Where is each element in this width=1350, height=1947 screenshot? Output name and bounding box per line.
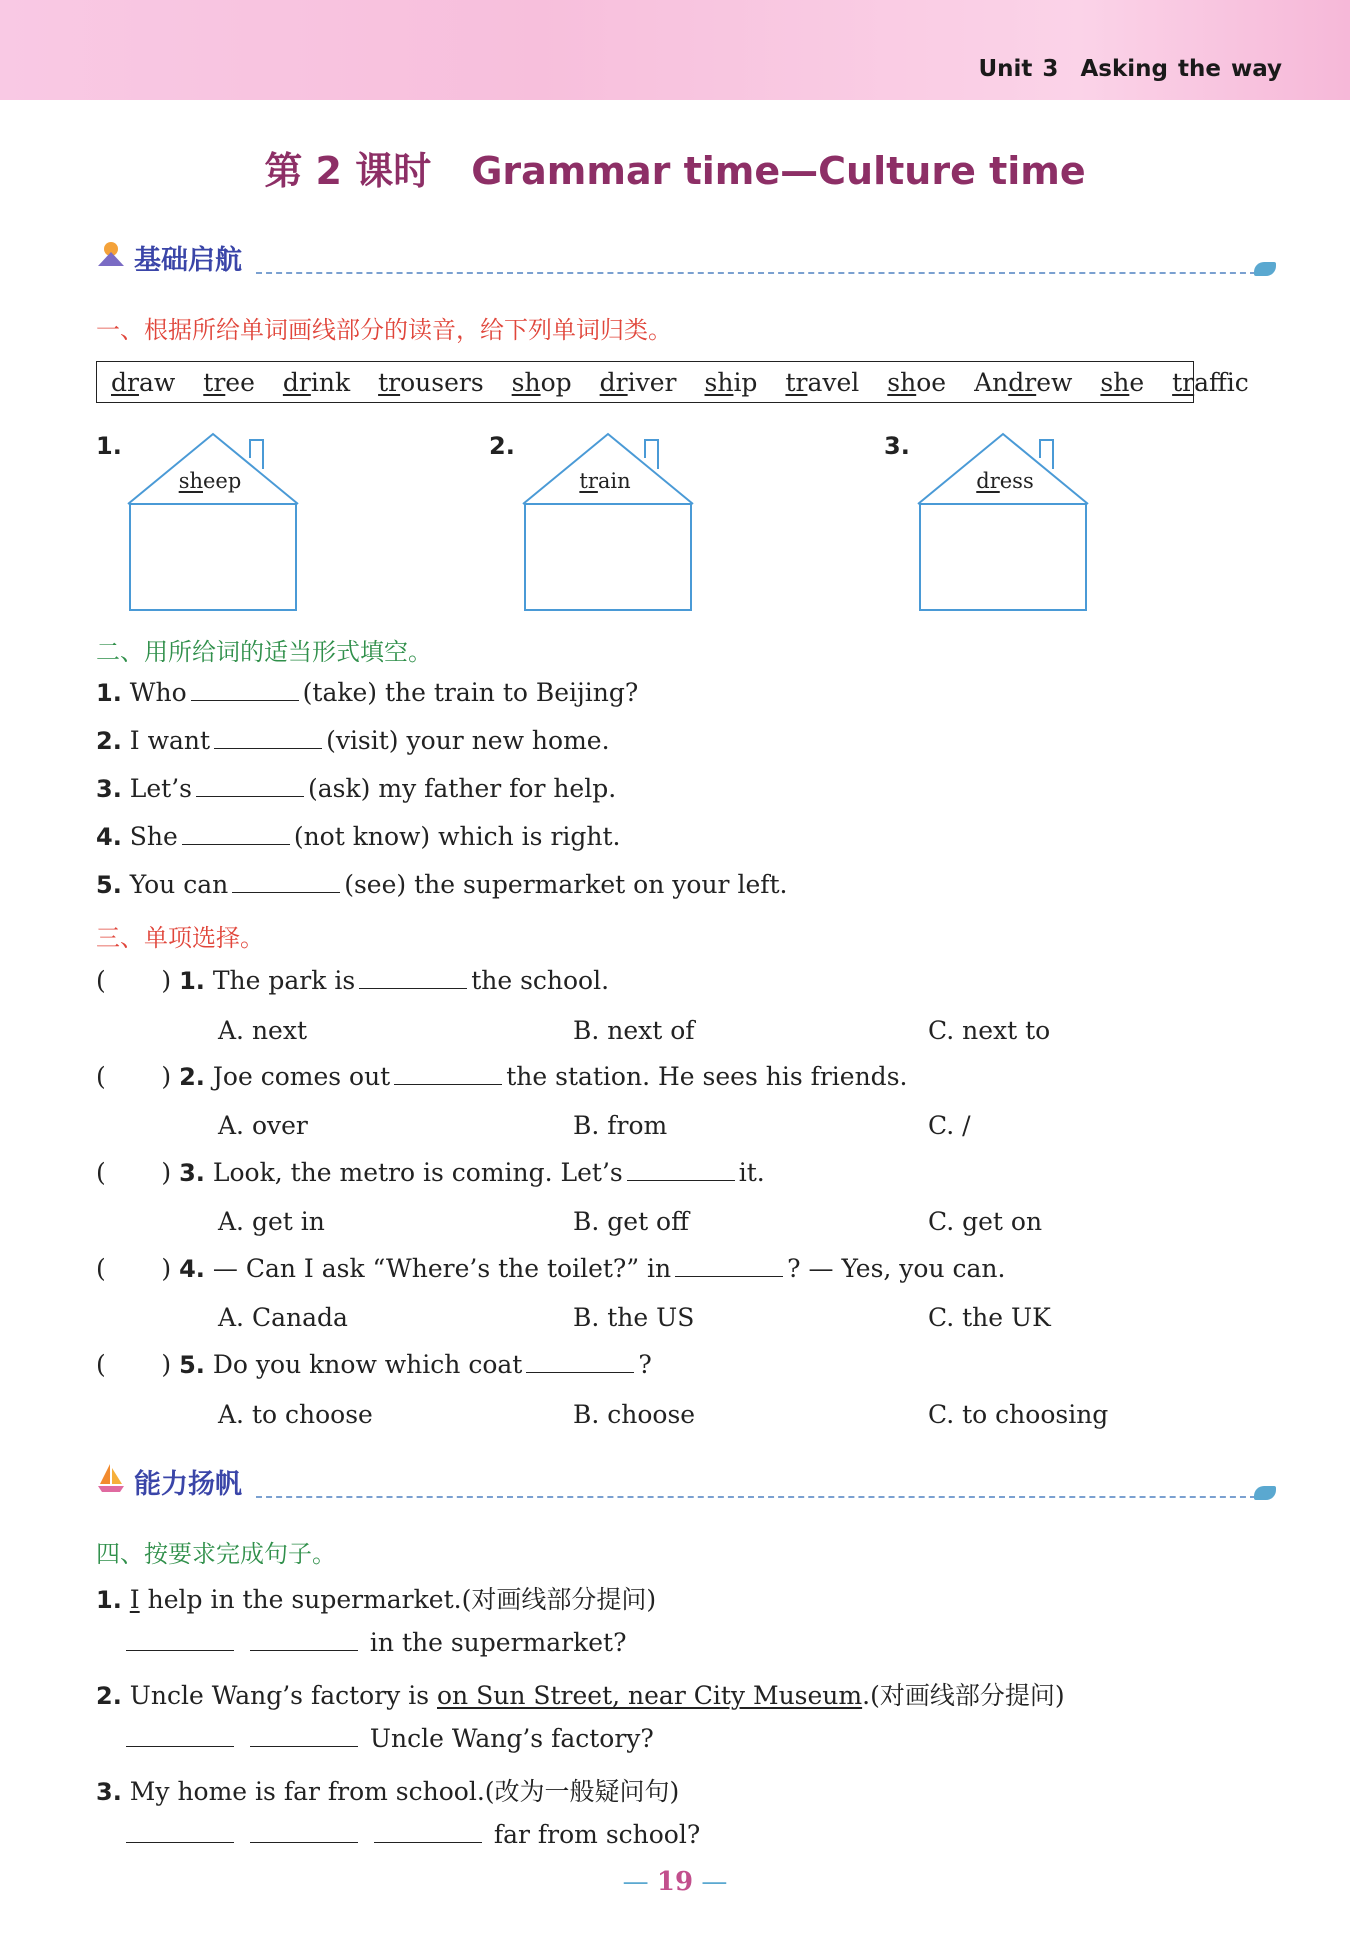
- house-label: sheep: [178, 469, 242, 493]
- q4-item: 2. Uncle Wang’s factory is on Sun Street, near City Museum.(对画线部分提问): [96, 1681, 1065, 1710]
- answer-blank[interactable]: [250, 1628, 358, 1651]
- page-number: — 19 —: [622, 1867, 728, 1897]
- word: travel: [785, 367, 860, 397]
- house-label: dress: [976, 469, 1034, 493]
- word-box: [96, 361, 1249, 403]
- answer-blank[interactable]: [126, 1820, 234, 1843]
- q3-heading: 三、单项选择。: [96, 924, 264, 952]
- section-header-ability: 能力扬帆: [96, 1462, 242, 1501]
- answer-blank[interactable]: [214, 726, 322, 749]
- answer-blank[interactable]: [126, 1628, 234, 1651]
- q2-heading: 二、用所给词的适当形式填空。: [96, 638, 432, 666]
- unit-label: Unit 3 Asking the way: [978, 56, 1282, 82]
- header-banner: [0, 0, 1350, 100]
- house-label: train: [579, 469, 631, 493]
- word: Andrew: [974, 367, 1073, 397]
- option-c[interactable]: C. next to: [928, 1016, 1051, 1045]
- word: driver: [599, 367, 677, 397]
- answer-paren[interactable]: ( ): [96, 1254, 172, 1283]
- section-header-basic: 基础启航: [96, 238, 242, 277]
- wave-icon: [1254, 1486, 1276, 1500]
- answer-blank[interactable]: [250, 1820, 358, 1843]
- word: trousers: [378, 367, 484, 397]
- q3-item: ( ) 3. Look, the metro is coming. Let’s it.: [96, 1158, 765, 1187]
- q3-item: ( ) 4. — Can I ask “Where’s the toilet?” in ? — Yes, you can.: [96, 1254, 1006, 1283]
- wave-icon: [1254, 262, 1276, 276]
- answer-blank[interactable]: [394, 1062, 502, 1085]
- q2-item: 2. I want (visit) your new home.: [96, 726, 610, 755]
- section-divider: [256, 272, 1256, 274]
- option-a[interactable]: A. Canada: [218, 1303, 348, 1332]
- q2-item: 3. Let’s (ask) my father for help.: [96, 774, 617, 803]
- option-b[interactable]: B. the US: [573, 1303, 695, 1332]
- answer-blank[interactable]: [232, 870, 340, 893]
- option-c[interactable]: C. the UK: [928, 1303, 1051, 1332]
- q4-heading: 四、按要求完成句子。: [96, 1540, 336, 1568]
- q2-item: 1. Who (take) the train to Beijing?: [96, 678, 639, 707]
- option-b[interactable]: B. from: [573, 1111, 668, 1140]
- word: drink: [282, 367, 351, 397]
- answer-blank[interactable]: [627, 1158, 735, 1181]
- answer-blank[interactable]: [126, 1724, 234, 1747]
- answer-blank[interactable]: [250, 1724, 358, 1747]
- q4-item: 1. I help in the supermarket.(对画线部分提问): [96, 1585, 657, 1614]
- page-title: 第 2 课时 Grammar time—Culture time: [264, 149, 1086, 193]
- word: ship: [704, 367, 758, 397]
- house-number: 1.: [96, 432, 122, 460]
- word: traffic: [1172, 367, 1249, 397]
- option-c[interactable]: C. to choosing: [928, 1400, 1109, 1429]
- word: draw: [111, 367, 176, 397]
- answer-blank[interactable]: [196, 774, 304, 797]
- q4-item: 3. My home is far from school.(改为一般疑问句): [96, 1777, 680, 1806]
- q2-item: 5. You can (see) the supermarket on your left.: [96, 870, 788, 899]
- option-b[interactable]: B. choose: [573, 1400, 696, 1429]
- q3-item: ( ) 5. Do you know which coat ?: [96, 1350, 652, 1379]
- house-dress: [915, 432, 1095, 626]
- sailboat-icon: [96, 1462, 126, 1501]
- option-a[interactable]: A. over: [218, 1111, 308, 1140]
- answer-blank[interactable]: [182, 822, 290, 845]
- answer-blank[interactable]: [526, 1350, 634, 1373]
- option-b[interactable]: B. get off: [573, 1207, 689, 1236]
- option-a[interactable]: A. get in: [218, 1207, 325, 1236]
- option-a[interactable]: A. to choose: [218, 1400, 373, 1429]
- house-sheep: [125, 432, 305, 626]
- answer-paren[interactable]: ( ): [96, 1062, 172, 1091]
- house-number: 3.: [884, 432, 910, 460]
- section-divider: [256, 1496, 1256, 1498]
- q3-item: ( ) 2. Joe comes out the station. He sees his friends.: [96, 1062, 908, 1091]
- house-sun-icon: [96, 240, 126, 275]
- answer-blank[interactable]: [191, 678, 299, 701]
- word: tree: [203, 367, 255, 397]
- q2-item: 4. She (not know) which is right.: [96, 822, 621, 851]
- answer-paren[interactable]: ( ): [96, 1350, 172, 1379]
- q4-answer: in the supermarket?: [126, 1628, 626, 1657]
- option-c[interactable]: C. get on: [928, 1207, 1043, 1236]
- word: shop: [511, 367, 572, 397]
- q4-answer: Uncle Wang’s factory?: [126, 1724, 654, 1753]
- option-a[interactable]: A. next: [218, 1016, 307, 1045]
- answer-blank[interactable]: [374, 1820, 482, 1843]
- q1-heading: 一、根据所给单词画线部分的读音，给下列单词归类。: [96, 316, 672, 344]
- answer-blank[interactable]: [675, 1254, 783, 1277]
- answer-blank[interactable]: [359, 966, 467, 989]
- word: shoe: [887, 367, 947, 397]
- answer-paren[interactable]: ( ): [96, 1158, 172, 1187]
- answer-paren[interactable]: ( ): [96, 966, 172, 995]
- q3-item: ( ) 1. The park is the school.: [96, 966, 610, 995]
- word: she: [1100, 367, 1145, 397]
- q4-answer: far from school?: [126, 1820, 700, 1849]
- house-number: 2.: [489, 432, 515, 460]
- house-train: [520, 432, 700, 626]
- option-b[interactable]: B. next of: [573, 1016, 695, 1045]
- option-c[interactable]: C. /: [928, 1111, 971, 1140]
